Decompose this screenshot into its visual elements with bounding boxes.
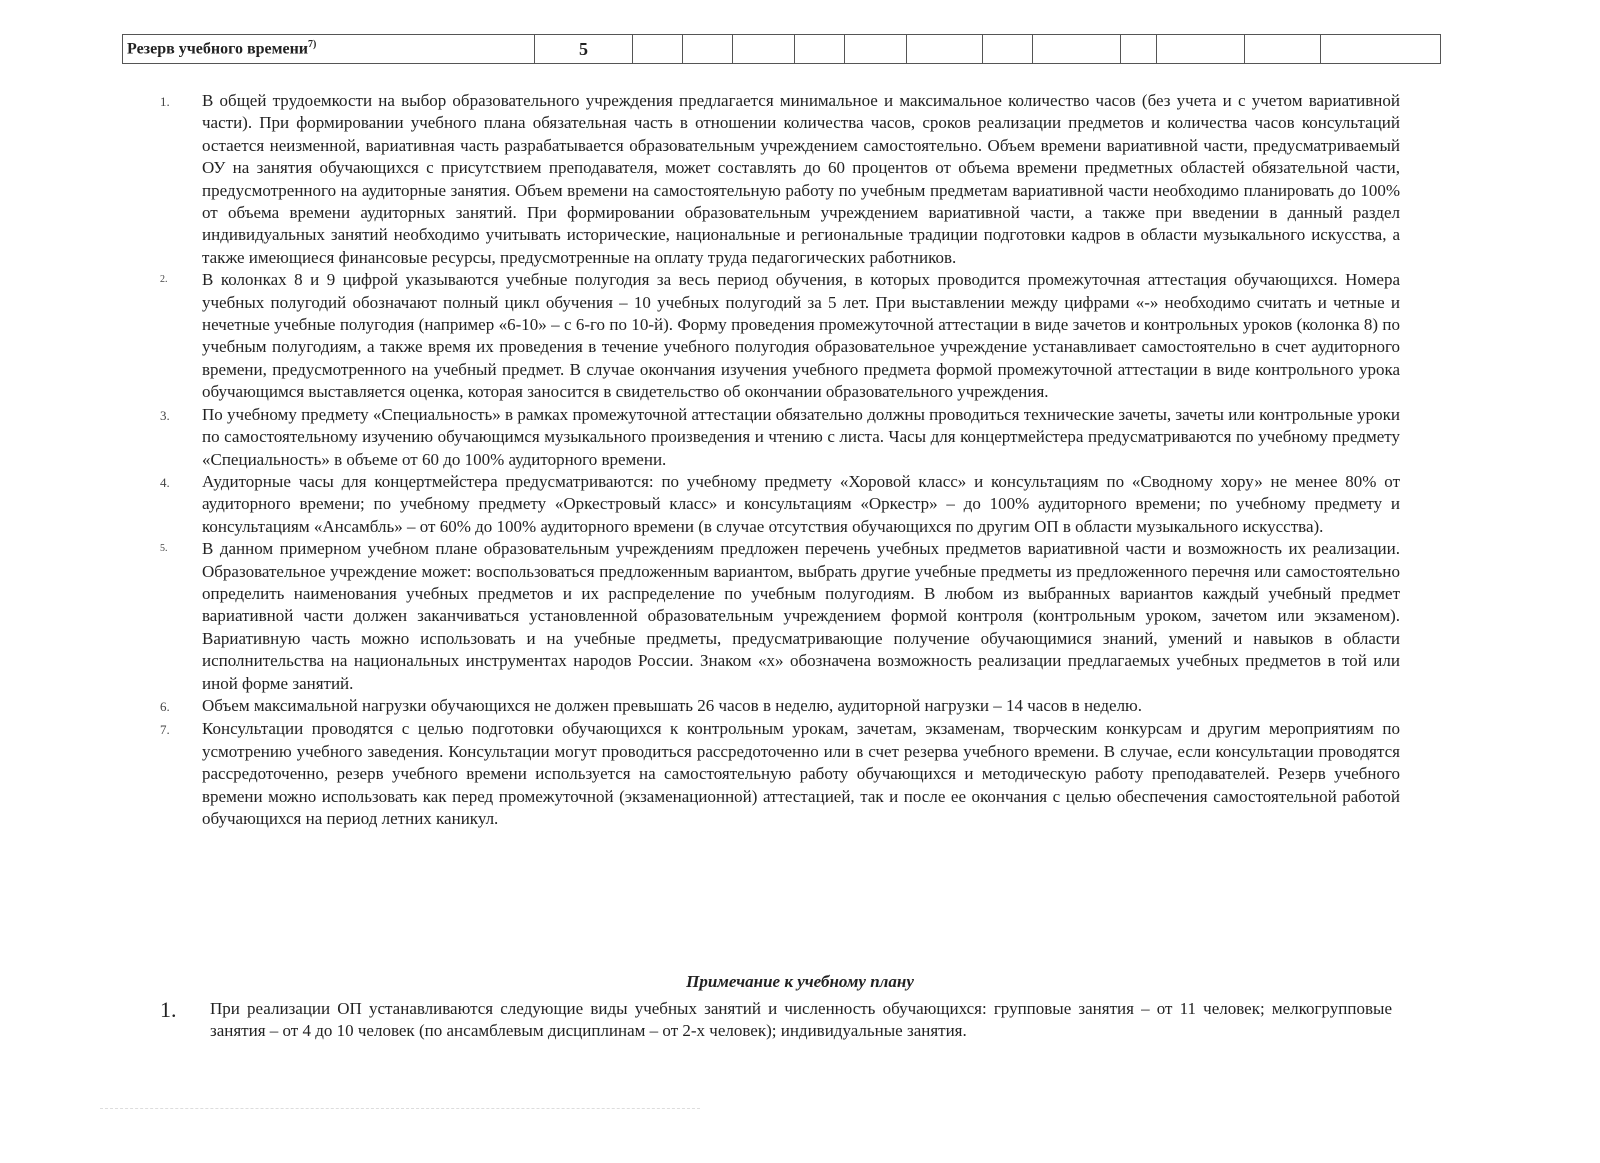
footnote-text: Консультации проводятся с целью подготовки обучающихся к контрольным урокам, зачетам, экзаменам, творческим конкурсам и другим мероприятиям по усмотрению учебного заведения. Консультации могут проводиться рассредоточенно или в счет резерва учебного времени. В случае, если консультации проводятся рассредоточенно, резерв учебного времени используется на самостоятельную работу обучающихся и методическую работу преподавателей. Резерв учебного времени можно использовать как перед промежуточной (экзаменационной) аттестацией, так и после ее окончания с целью обеспечения самостоятельной работой обучающихся на период летних каникул. [202, 719, 1400, 828]
remark-heading: Примечание к учебному плану [686, 972, 914, 991]
footnote-5 [160, 538, 1400, 695]
footnote-number: 4. [160, 474, 170, 490]
empty-cell [1033, 35, 1121, 64]
footnote-number: 5. [160, 543, 168, 555]
footnote-text: Объем максимальной нагрузки обучающихся не должен превышать 26 часов в неделю, аудиторной нагрузки – 14 часов в неделю. [202, 695, 1142, 715]
footnote-number: 1. [160, 94, 170, 109]
empty-cell [845, 35, 907, 64]
footnote-text: В данном примерном учебном плане образовательным учреждениям предложен перечень учебных предметов вариативной части и возможность их реализации. Образовательное учреждение может: воспользоваться предложенным вариантом, выбрать другие учебные предметы из предложенного перечня или самостоятельно определить наименования учебных предметов и их распределение по учебным полугодиям. В любом из выбранных вариантов каждый учебный предмет вариативной части должен заканчиваться установленной образовательным учреждением формой контроля (контрольным уроком, зачетом или экзаменом). Вариативную часть можно использовать и на учебные предметы, предусматривающие получение обучающимися знаний, умений и навыков в области исполнительства на национальных инструментах народов России. Знаком «х» обозначена возможность реализации предлагаемых учебных предметов в той или иной форме занятий. [202, 539, 1400, 693]
empty-cell [683, 35, 733, 64]
footnote-6 [160, 695, 1400, 718]
remark-text: При реализации ОП устанавливаются следующие виды учебных занятий и численность обучающихся: групповые занятия – от 11 человек; мелкогрупповые занятия – от 4 до 10 человек (по ансамблевым дисциплинам – от 2-х человек); индивидуальные занятия. [210, 999, 1392, 1040]
remark-item [160, 998, 1392, 1042]
empty-cell [907, 35, 983, 64]
reserve-table [122, 34, 1441, 64]
footnote-1 [160, 90, 1400, 269]
empty-cell [983, 35, 1033, 64]
remark-number: 1. [160, 997, 177, 1022]
footnote-number: 7. [160, 722, 170, 738]
empty-cell [1245, 35, 1321, 64]
reserve-name: Резерв учебного времени [127, 40, 309, 58]
footnote-text: Аудиторные часы для концертмейстера предусматриваются: по учебному предмету «Хоровой класс» и консультациям по «Сводному хору» не менее 80% от аудиторного времени; по учебному предмету «Оркестровый класс» и консультациям «Оркестр» – до 100% аудиторного времени; по учебному предмету и консультациям «Ансамбль» – от 60% до 100% аудиторного времени (в случае отсутствия обучающихся по другим ОП в области музыкального искусства). [202, 471, 1400, 536]
empty-cell [795, 35, 845, 64]
reserve-value: 5 [535, 35, 633, 64]
empty-cell [1321, 35, 1441, 64]
footnote-3 [160, 404, 1400, 471]
footnote-number: 6. [160, 698, 170, 714]
footnote-7 [160, 718, 1400, 830]
empty-cell [633, 35, 683, 64]
footnotes-list [160, 90, 1400, 830]
reserve-footnote-mark: 7) [308, 39, 317, 51]
empty-cell [1121, 35, 1157, 64]
footnote-text: По учебному предмету «Специальность» в рамках промежуточной аттестации обязательно должны проводиться технические зачеты, зачеты или контрольные уроки по самостоятельному изучению обучающимся музыкального произведения и чтению с листа. Часы для концертмейстера предусматриваются по учебному предмету «Специальность» в объеме от 60 до 100% аудиторного времени. [202, 404, 1400, 469]
reserve-row [123, 35, 1441, 64]
empty-cell [1157, 35, 1245, 64]
footnote-number: 3. [160, 407, 170, 423]
reserve-name-cell [123, 35, 535, 64]
footnote-text: В общей трудоемкости на выбор образовательного учреждения предлагается минимальное и максимальное количество часов (без учета и с учетом вариативной части). При формировании учебного плана обязательная часть в отношении количества часов, сроков реализации предметов и количества часов консультаций остается неизменной, вариативная часть разрабатывается образовательным учреждением самостоятельно. Объем времени вариативной части, предусматриваемый ОУ на занятия обучающихся с присутствием преподавателя, может составлять до 60 процентов от объема времени предметных областей обязательной части, предусмотренного на аудиторные занятия. Объем времени на самостоятельную работу по учебным предметам вариативной части необходимо планировать до 100% от объема времени аудиторных занятий. При формировании образовательным учреждением вариативной части, а также при введении в данный раздел индивидуальных занятий необходимо учитывать исторические, национальные и региональные традиции подготовки кадров в области музыкального искусства, а также имеющиеся финансовые ресурсы, предусмотренные на оплату труда педагогических работников. [202, 91, 1400, 267]
empty-cell [733, 35, 795, 64]
footnote-2 [160, 269, 1400, 403]
footnote-4 [160, 471, 1400, 538]
scan-artifact [100, 1108, 700, 1112]
footnote-number: 2. [160, 274, 168, 286]
footnote-text: В колонках 8 и 9 цифрой указываются учебные полугодия за весь период обучения, в которых проводится промежуточная аттестация обучающихся. Номера учебных полугодий обозначают полный цикл обучения – 10 учебных полугодий за 5 лет. При выставлении между цифрами «-» необходимо считать и четные и нечетные учебные полугодия (например «6-10» – с 6-го по 10-й). Форму проведения промежуточной аттестации в виде зачетов и контрольных уроков (колонка 8) по учебным полугодиям, а также время их проведения в течение учебного полугодия образовательное учреждение устанавливает самостоятельно в счет аудиторного времени, предусмотренного на учебный предмет. В случае окончания изучения учебного предмета формой промежуточной аттестации в виде контрольного урока обучающимся выставляется оценка, которая заносится в свидетельство об окончании образовательного учреждения. [202, 270, 1400, 402]
